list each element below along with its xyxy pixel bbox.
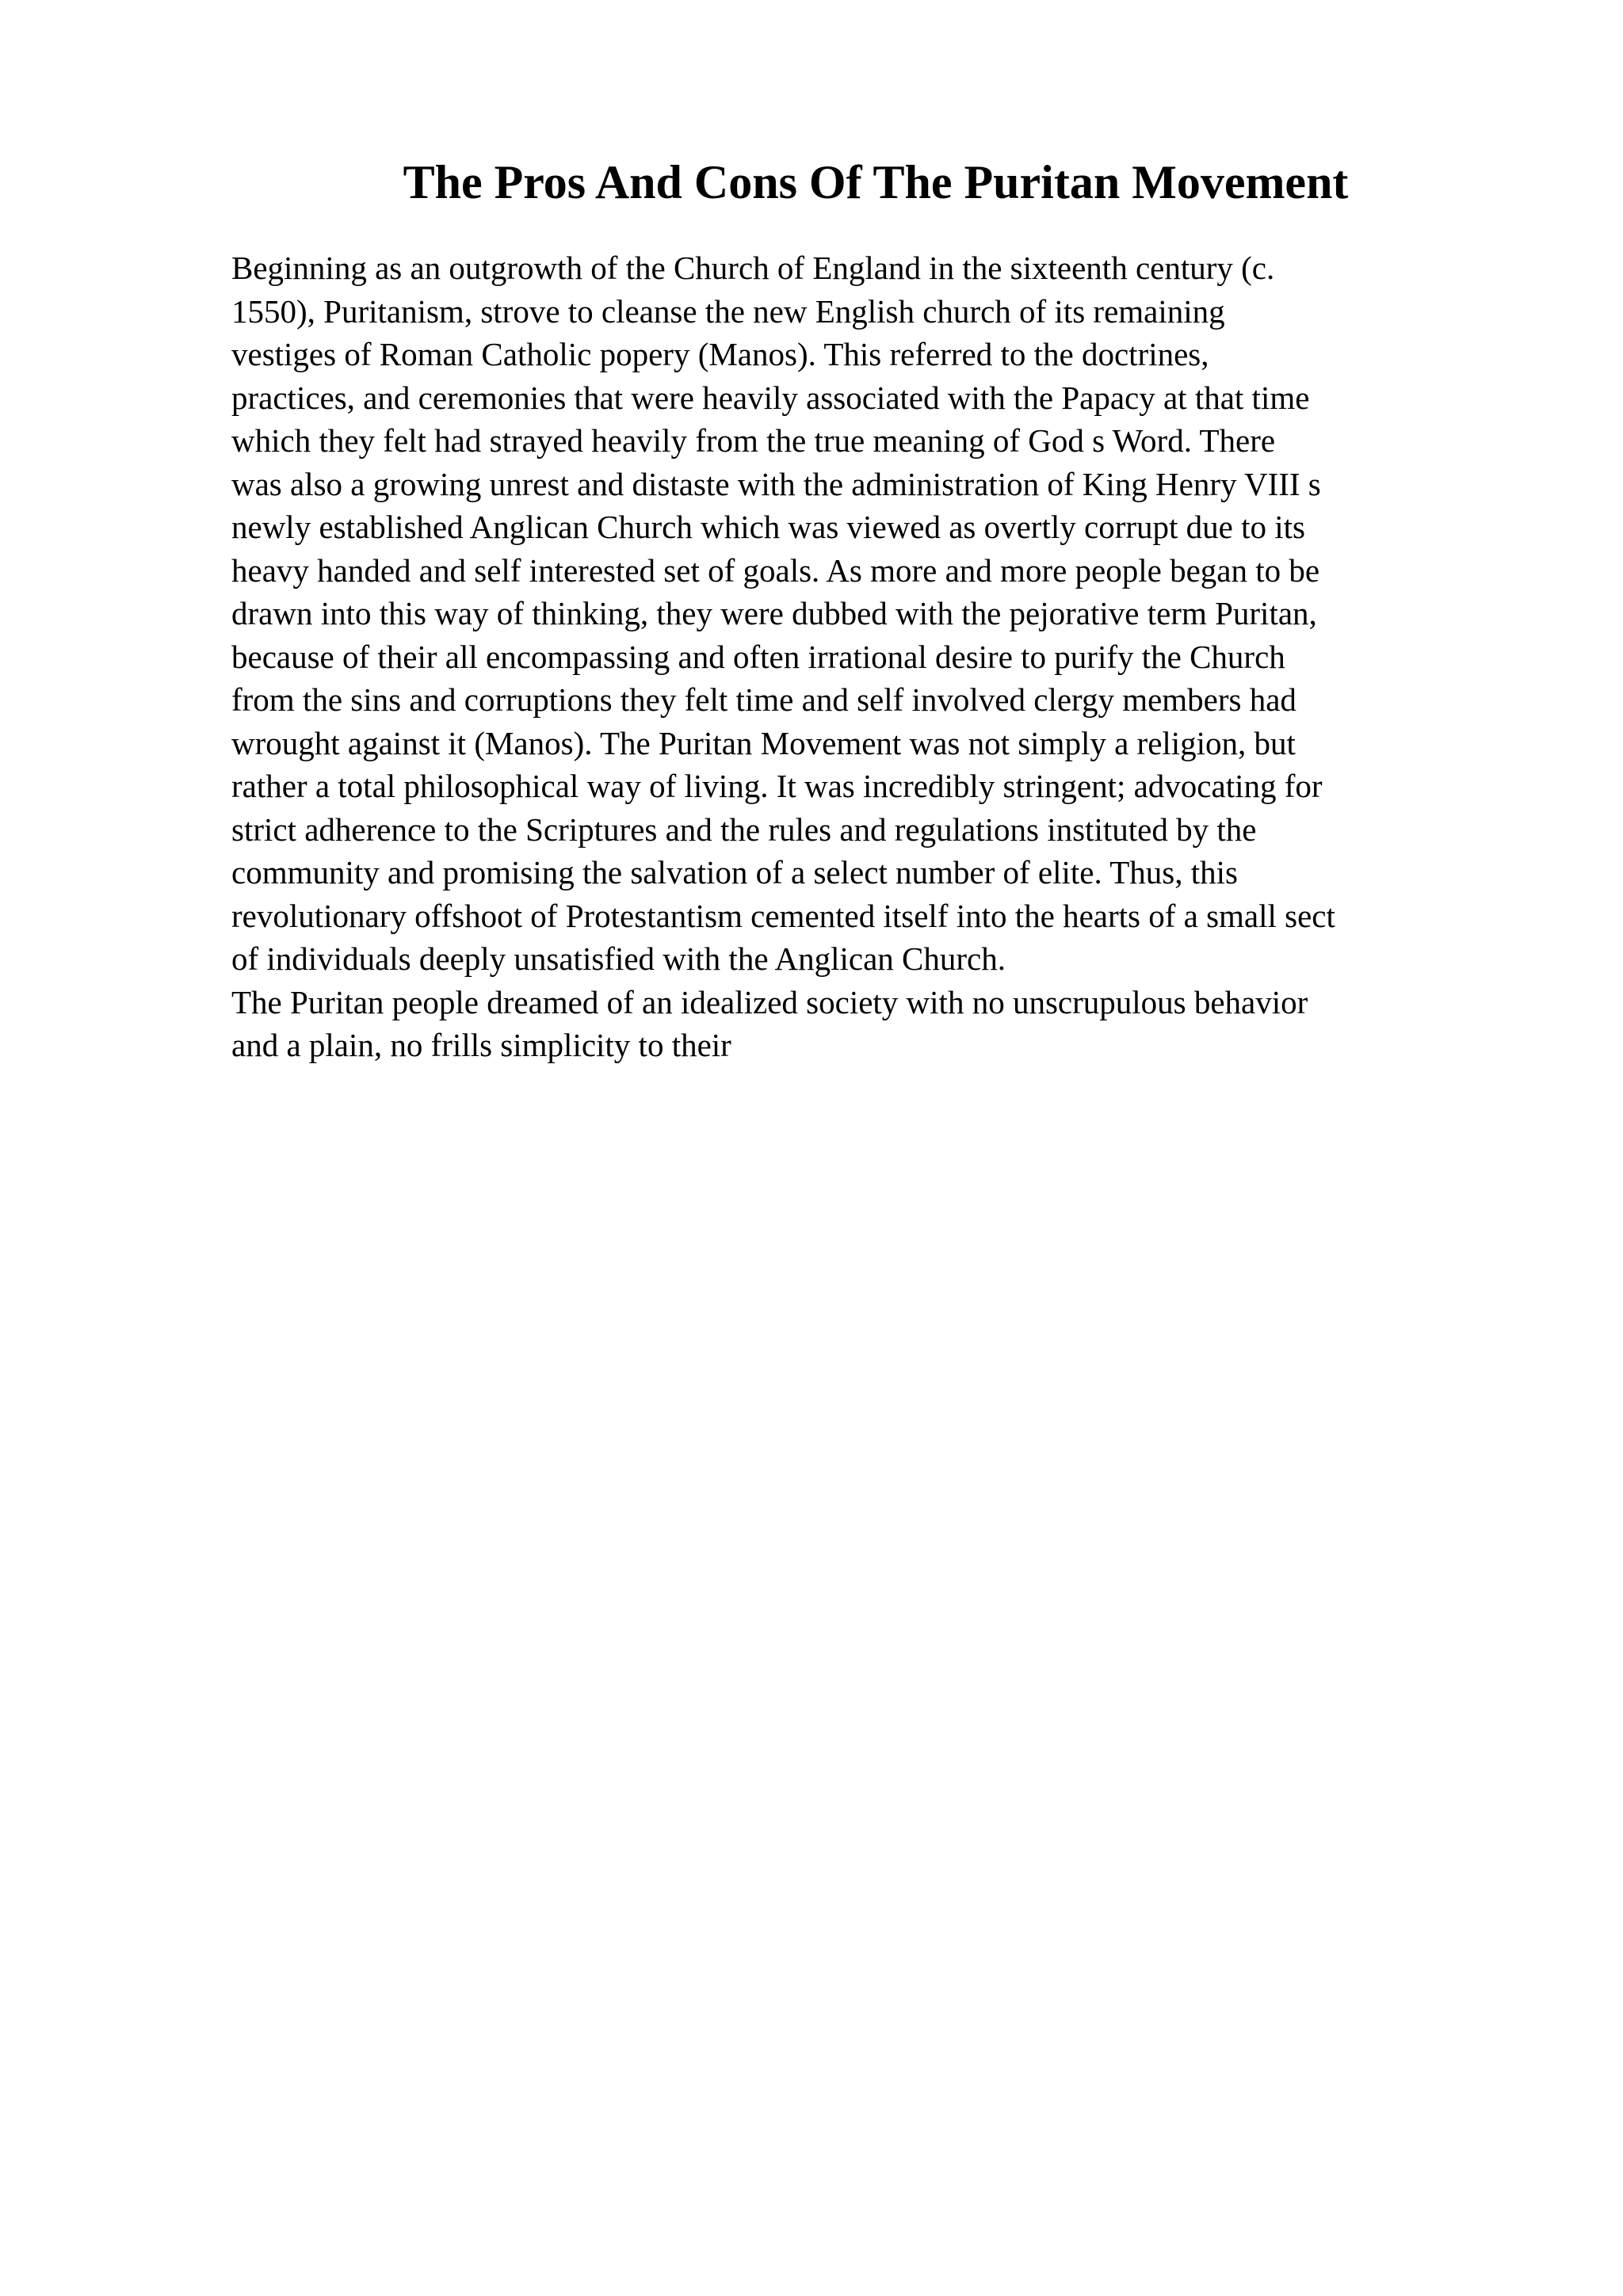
body-line-7: newly established Anglican Church which was viewed as overtly corrupt due to its xyxy=(231,509,1305,545)
body-line-12: wrought against it (Manos). The Puritan Movement was not simply a religion, but xyxy=(231,724,1296,761)
body-line-1: Beginning as an outgrowth of the Church of England in the sixteenth century (c. xyxy=(231,250,1275,286)
body-line-3: vestiges of Roman Catholic popery (Manos). This referred to the doctrines, xyxy=(231,336,1209,372)
body-line-4: practices, and ceremonies that were heavily associated with the Papacy at that time xyxy=(231,379,1310,416)
body-line-18: The Puritan people dreamed of an idealized society with no unscrupulous behavior xyxy=(231,983,1308,1020)
document-title: The Pros And Cons Of The Puritan Movement xyxy=(403,156,1349,208)
body-line-6: was also a growing unrest and distaste with the administration of King Henry VIII s xyxy=(231,465,1321,502)
body-line-8: heavy handed and self interested set of goals. As more and more people began to be xyxy=(231,551,1320,589)
document-body xyxy=(231,246,1579,1067)
body-line-11: from the sins and corruptions they felt time and self involved clergy members had xyxy=(231,681,1296,718)
body-line-16: revolutionary offshoot of Protestantism cemented itself into the hearts of a small sect xyxy=(231,897,1335,934)
body-line-9: drawn into this way of thinking, they were dubbed with the pejorative term Puritan, xyxy=(231,595,1317,631)
body-line-5: which they felt had strayed heavily from the true meaning of God s Word. There xyxy=(231,422,1276,459)
body-line-10: because of their all encompassing and often irrational desire to purify the Church xyxy=(231,638,1285,675)
body-line-15: community and promising the salvation of a select number of elite. Thus, this xyxy=(231,854,1238,891)
body-line-19: and a plain, no frills simplicity to their xyxy=(231,1027,731,1063)
body-line-17: of individuals deeply unsatisfied with the Anglican Church. xyxy=(231,940,1006,977)
body-line-14: strict adherence to the Scriptures and the rules and regulations instituted by the xyxy=(231,810,1257,848)
body-line-13: rather a total philosophical way of living. It was incredibly stringent; advocating for xyxy=(231,768,1323,804)
body-line-2: 1550), Puritanism, strove to cleanse the new English church of its remaining xyxy=(231,292,1225,330)
